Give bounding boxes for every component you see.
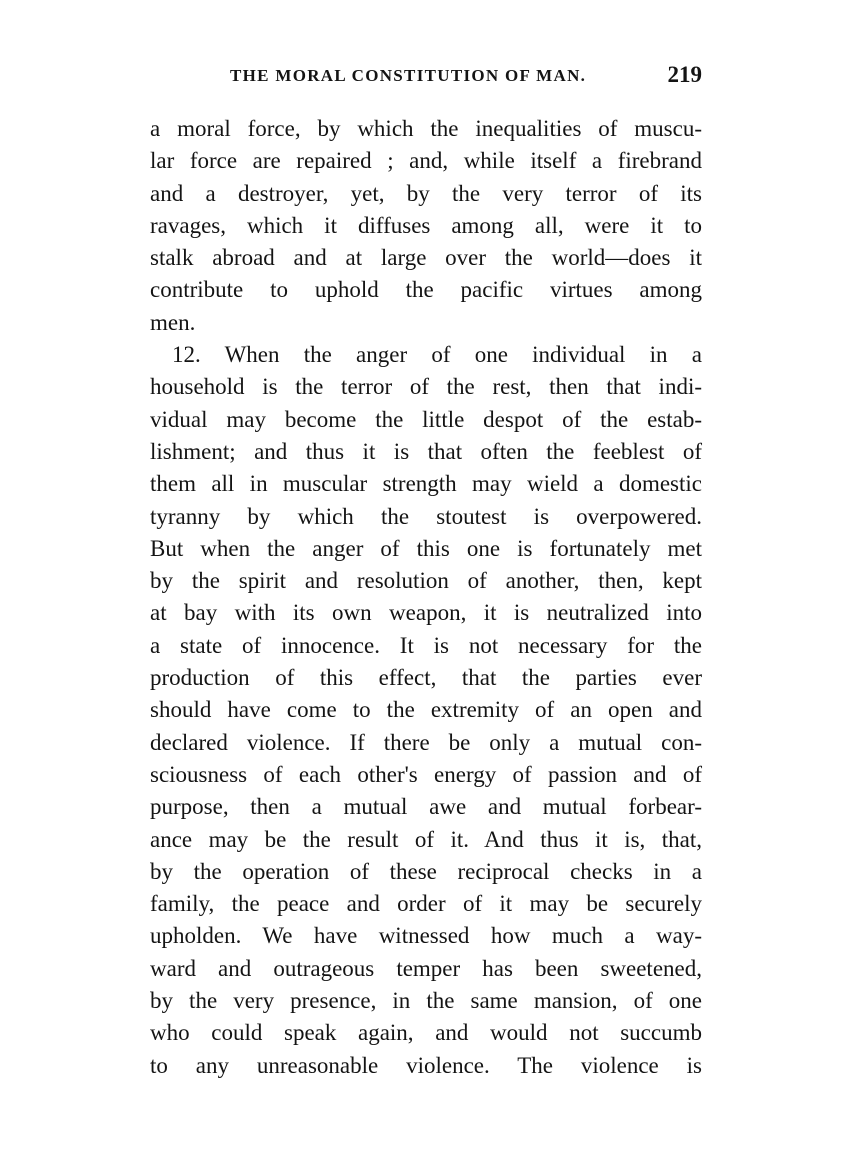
text-line: a state of innocence. It is not necessary for the	[150, 632, 702, 658]
page-number: 219	[667, 62, 702, 87]
paragraph-start-line: 12. When the anger of one individual in a	[172, 342, 702, 368]
text-line: by the operation of these reciprocal checks in a	[150, 858, 702, 884]
text-line: household is the terror of the rest, then that indi-	[150, 374, 702, 400]
text-line: who could speak again, and would not succumb	[150, 1020, 702, 1046]
text-line: ravages, which it diffuses among all, were it to	[150, 212, 702, 238]
text-line: production of this effect, that the parties ever	[150, 665, 702, 691]
text-line: tyranny by which the stoutest is overpowered.	[150, 503, 702, 529]
text-line: them all in muscular strength may wield a domestic	[150, 471, 702, 497]
text-line: family, the peace and order of it may be securely	[150, 891, 702, 917]
text-line: lishment; and thus it is that often the feeblest of	[150, 438, 702, 464]
text-line: stalk abroad and at large over the world—does it	[150, 245, 702, 271]
text-line: declared violence. If there be only a mutual con-	[150, 729, 702, 755]
text-line: should have come to the extremity of an open and	[150, 697, 702, 723]
text-line: by the spirit and resolution of another, then, kept	[150, 568, 702, 594]
text-line: ance may be the result of it. And thus it is, that,	[150, 826, 702, 852]
text-line: by the very presence, in the same mansion, of one	[150, 988, 702, 1014]
text-line: at bay with its own weapon, it is neutralized into	[150, 600, 702, 626]
text-line: and a destroyer, yet, by the very terror of its	[150, 180, 702, 206]
text-line: to any unreasonable violence. The violence is	[150, 1052, 702, 1078]
text-line: lar force are repaired ; and, while itself a firebrand	[150, 148, 702, 174]
text-line: ward and outrageous temper has been sweetened,	[150, 955, 702, 981]
text-line: sciousness of each other's energy of passion and of	[150, 761, 702, 787]
text-line: men.	[150, 309, 196, 335]
text-line: purpose, then a mutual awe and mutual forbear-	[150, 794, 702, 820]
text-line: vidual may become the little despot of the estab-	[150, 406, 702, 432]
text-line: But when the anger of this one is fortunately met	[150, 535, 702, 561]
text-line: contribute to uphold the pacific virtues among	[150, 277, 702, 303]
running-head	[150, 62, 702, 92]
running-title: THE MORAL CONSTITUTION OF MAN.	[230, 66, 587, 85]
text-line: upholden. We have witnessed how much a way-	[150, 923, 702, 949]
body-text	[150, 113, 702, 1082]
text-line: a moral force, by which the inequalities of muscu-	[150, 116, 702, 141]
